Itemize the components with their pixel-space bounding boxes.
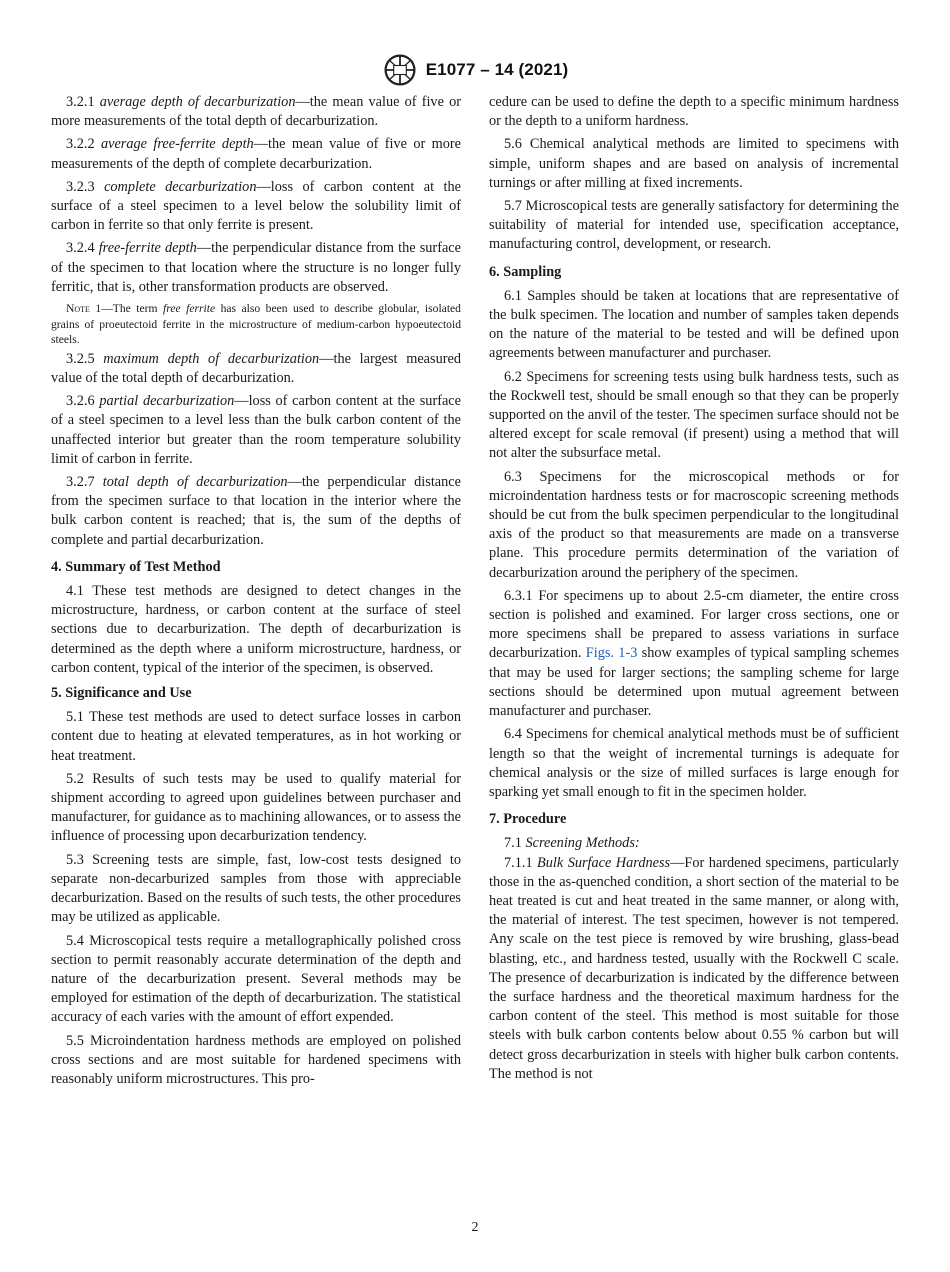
paragraph-6-4: 6.4 Specimens for chemical analytical methods must be of sufficient length so that the weight of incremental turnings is adequate for chemical analysis or the size of milled surfaces is large enough for sparking yet small enough to fit in the specimen holder. — [489, 726, 899, 800]
note-1: Note 1—The term free ferrite has also been used to describe globular, isolated grains of proeutectoid ferrite in the microstructure of medium-carbon hypoeutectoid steels. — [51, 302, 461, 347]
section-heading-7: 7. Procedure — [489, 811, 567, 828]
paragraph-5-2: 5.2 Results of such tests may be used to qualify material for shipment according to agreed upon guidelines between purchaser and manufacturer, for guidance as to machining allowances, or to assess the influence of processing upon decarburization tendency. — [51, 770, 461, 845]
page-header — [0, 52, 950, 88]
document-designation: E1077 – 14 (2021) — [425, 60, 569, 79]
astm-logo-icon — [382, 52, 418, 88]
paragraph-7-1: 7.1 Screening Methods: — [504, 835, 640, 852]
section-heading-5: 5. Significance and Use — [51, 685, 192, 702]
definition-3-2-5: 3.2.5 maximum depth of decarburization—the largest measured value of the total depth of decarburization. — [51, 350, 461, 387]
paragraph-6-2: 6.2 Specimens for screening tests using bulk hardness tests, such as the Rockwell test, should be small enough so that they can be properly supported on the anvil of the tester. The specimen surface should not be altered except for scale removal (if present) using a method that will not alter the subsurface metal. — [489, 368, 899, 462]
definition-3-2-1: 3.2.1 average depth of decarburization—the mean value of five or more measurements of the total depth of decarburization. — [51, 94, 461, 130]
paragraph-5-3: 5.3 Screening tests are simple, fast, low-cost tests designed to separate non-decarburized samples from those with appreciable decarburization. Based on the results of such tests, the other procedures may be utilized as applicable. — [51, 851, 461, 926]
right-column — [489, 93, 899, 1084]
paragraph-5-1: 5.1 These test methods are used to detect surface losses in carbon content due to heating at elevated temperatures, as in hot working or heat treatment. — [51, 709, 461, 764]
section-heading-4: 4. Summary of Test Method — [51, 558, 221, 575]
definition-3-2-2: 3.2.2 average free-ferrite depth—the mean value of five or more measurements of the depth of complete decarburization. — [51, 136, 461, 172]
figures-link[interactable]: Figs. 1-3 — [585, 645, 638, 662]
paragraph-4-1: 4.1 These test methods are designed to detect changes in the microstructure, hardness, or carbon content at the surface of steel sections due to decarburization. The depth of decarburization is determined as the depth where a uniform microstructure, hardness, or carbon content, typical of the interior of the specimen, is observed. — [51, 583, 461, 676]
definition-3-2-4: 3.2.4 free-ferrite depth—the perpendicular distance from the surface of the specimen to that location where the structure is no longer fully ferritic, that is, other transformation products are observed. — [51, 240, 461, 295]
paragraph-6-3: 6.3 Specimens for the microscopical methods or for microindentation hardness tests or for macroscopic screening methods should be cut from the bulk specimen perpendicular to the longitudinal axis of the product so that measurements are made on a transverse plane. This procedure permits determination of the variation of decarburization around the periphery of the specimen. — [489, 468, 899, 581]
paragraph-7-1-1: 7.1.1 Bulk Surface Hardness—For hardened specimens, particularly those in the as-quenched condition, a short section of the material to be heat treated is cut and heat treated in the same manner, or along with, the material of interest. The test specimen, however is not tempered. Any scale on the test piece is removed by wire brushing, glass-bead blasting, etc., and hardness tested, usually with the Rockwell C scale. The presence of decarburization is indicated by the difference between the surface hardness and the theoretical maximum hardness for the carbon content of the steel. This method is most suitable for those steels with bulk carbon contents below about 0.55 % carbon but will detect gross decarburization in steels with higher bulk carbon contents. The method is not — [489, 854, 900, 1082]
definition-3-2-6: 3.2.6 partial decarburization—loss of carbon content at the surface of a steel specimen to a level less than the bulk carbon content of the unaffected interior but greater than the room temperature solubility limit of carbon in ferrite. — [51, 393, 461, 467]
paragraph-5-7: 5.7 Microscopical tests are generally satisfactory for determining the suitability of material for intended use, specification acceptance, manufacturing control, development, or research. — [489, 198, 899, 253]
paragraph-5-5-continued: cedure can be used to define the depth to a specific minimum hardness or the depth to a uniform hardness. — [489, 94, 899, 130]
paragraph-5-4: 5.4 Microscopical tests require a metallographically polished cross section to permit reasonably accurate determination of the depth and nature of the decarburization present. Several methods may be employed for estimation of the depth of decarburization. The statistical accuracy of each varies with the amount of effort expended. — [51, 932, 461, 1026]
paragraph-5-5: 5.5 Microindentation hardness methods are employed on polished cross sections and are most suitable for hardened specimens with reasonably uniform microstructures. This pro- — [51, 1032, 461, 1087]
definition-3-2-7: 3.2.7 total depth of decarburization—the perpendicular distance from the specimen surface to that location in the interior where the bulk carbon content is reached; that is, the sum of the depths of complete and partial decarburization. — [51, 474, 461, 548]
page-number: 2 — [471, 1220, 479, 1235]
paragraph-6-3-1: 6.3.1 For specimens up to about 2.5-cm diameter, the entire cross section is polished and examined. For larger cross sections, one or more specimens shall be prepared to assess variations in surface decarburization. Figs. 1-3 show examples of typical sampling schemes that may be used for larger sections; the sampling scheme for large sections should be determined upon mutual agreement between manufacturer and purchaser. — [489, 587, 900, 720]
section-heading-6: 6. Sampling — [489, 263, 562, 280]
left-column — [51, 93, 461, 1089]
definition-3-2-3: 3.2.3 complete decarburization—loss of carbon content at the surface of a steel specimen to a level below the solubility limit of carbon in ferrite so that only ferrite is present. — [51, 178, 461, 234]
paragraph-6-1: 6.1 Samples should be taken at locations that are representative of the bulk specimen. The location and number of samples taken depends on the nature of the material to be tested and will be defined upon agreements between manufacturer and purchaser. — [489, 287, 899, 362]
paragraph-5-6: 5.6 Chemical analytical methods are limited to specimens with simple, uniform shapes and are based on analysis of incremental turnings or after milling at fixed increments. — [489, 136, 899, 191]
